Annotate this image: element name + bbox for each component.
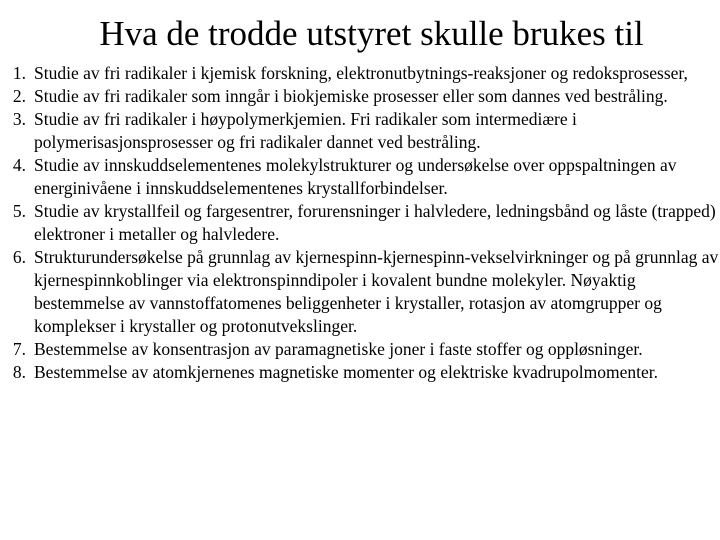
list-item-number-label: 7. (12, 339, 26, 359)
list-item-number-label: 1. (12, 63, 26, 83)
list-item-number (0, 62, 34, 85)
list-item-number-label: 4. (12, 155, 26, 175)
list-item-number-label: 2. (12, 86, 26, 106)
list-item (0, 154, 720, 200)
list-item (0, 338, 720, 361)
list-item-text: Bestemmelse av konsentrasjon av paramagnetiske joner i faste stoffer og oppløsninger. (34, 339, 643, 359)
list-item-number (0, 108, 34, 154)
list-item-text: Studie av innskuddselementenes molekylstrukturer og undersøkelse over oppspaltningen av energinivåene i innskuddselementenes krystallforbindelser. (34, 155, 677, 198)
list-item (0, 361, 720, 384)
list-item-text: Strukturundersøkelse på grunnlag av kjernespinn-kjernespinn-vekselvirkninger og på grunnlag av kjernespinnkoblinger via elektronspinndipoler i kovalent bundne molekyler. Nøyaktig bestemmelse av vannstoffatomenes beliggenheter i krystaller, rotasjon av atomgrupper og komplekser i krystaller og protonutvekslinger. (34, 247, 719, 336)
list-item-number-label: 5. (12, 201, 26, 221)
list-item (0, 108, 720, 154)
numbered-list (0, 62, 720, 384)
list-item (0, 85, 720, 108)
list-item-text: Bestemmelse av atomkjernenes magnetiske momenter og elektriske kvadrupolmomenter. (34, 362, 658, 382)
list-item-number (0, 200, 34, 246)
list-item-number (0, 85, 34, 108)
list-item (0, 200, 720, 246)
list-item (0, 246, 720, 338)
list-item-number-label: 8. (12, 362, 26, 382)
list-item-text: Studie av fri radikaler i kjemisk forskning, elektronutbytnings-reaksjoner og redoksprosesser, (34, 63, 688, 83)
list-item-number (0, 246, 34, 338)
list-item-number-label: 3. (12, 109, 26, 129)
list-item-number (0, 154, 34, 200)
list-item-number (0, 338, 34, 361)
list-item-number-label: 6. (12, 247, 26, 267)
list-item-number (0, 361, 34, 384)
list-item (0, 62, 720, 85)
list-item-text: Studie av fri radikaler i høypolymerkjemien. Fri radikaler som intermediære i polymerisasjonsprosesser og fri radikaler dannet ved bestråling. (34, 109, 577, 152)
list-item-text: Studie av fri radikaler som inngår i biokjemiske prosesser eller som dannes ved bestråling. (34, 86, 668, 106)
slide-title: Hva de trodde utstyret skulle brukes til (99, 14, 644, 53)
list-item-text: Studie av krystallfeil og fargesentrer, forurensninger i halvledere, ledningsbånd og låste (trapped) elektroner i metaller og halvledere. (34, 201, 716, 244)
